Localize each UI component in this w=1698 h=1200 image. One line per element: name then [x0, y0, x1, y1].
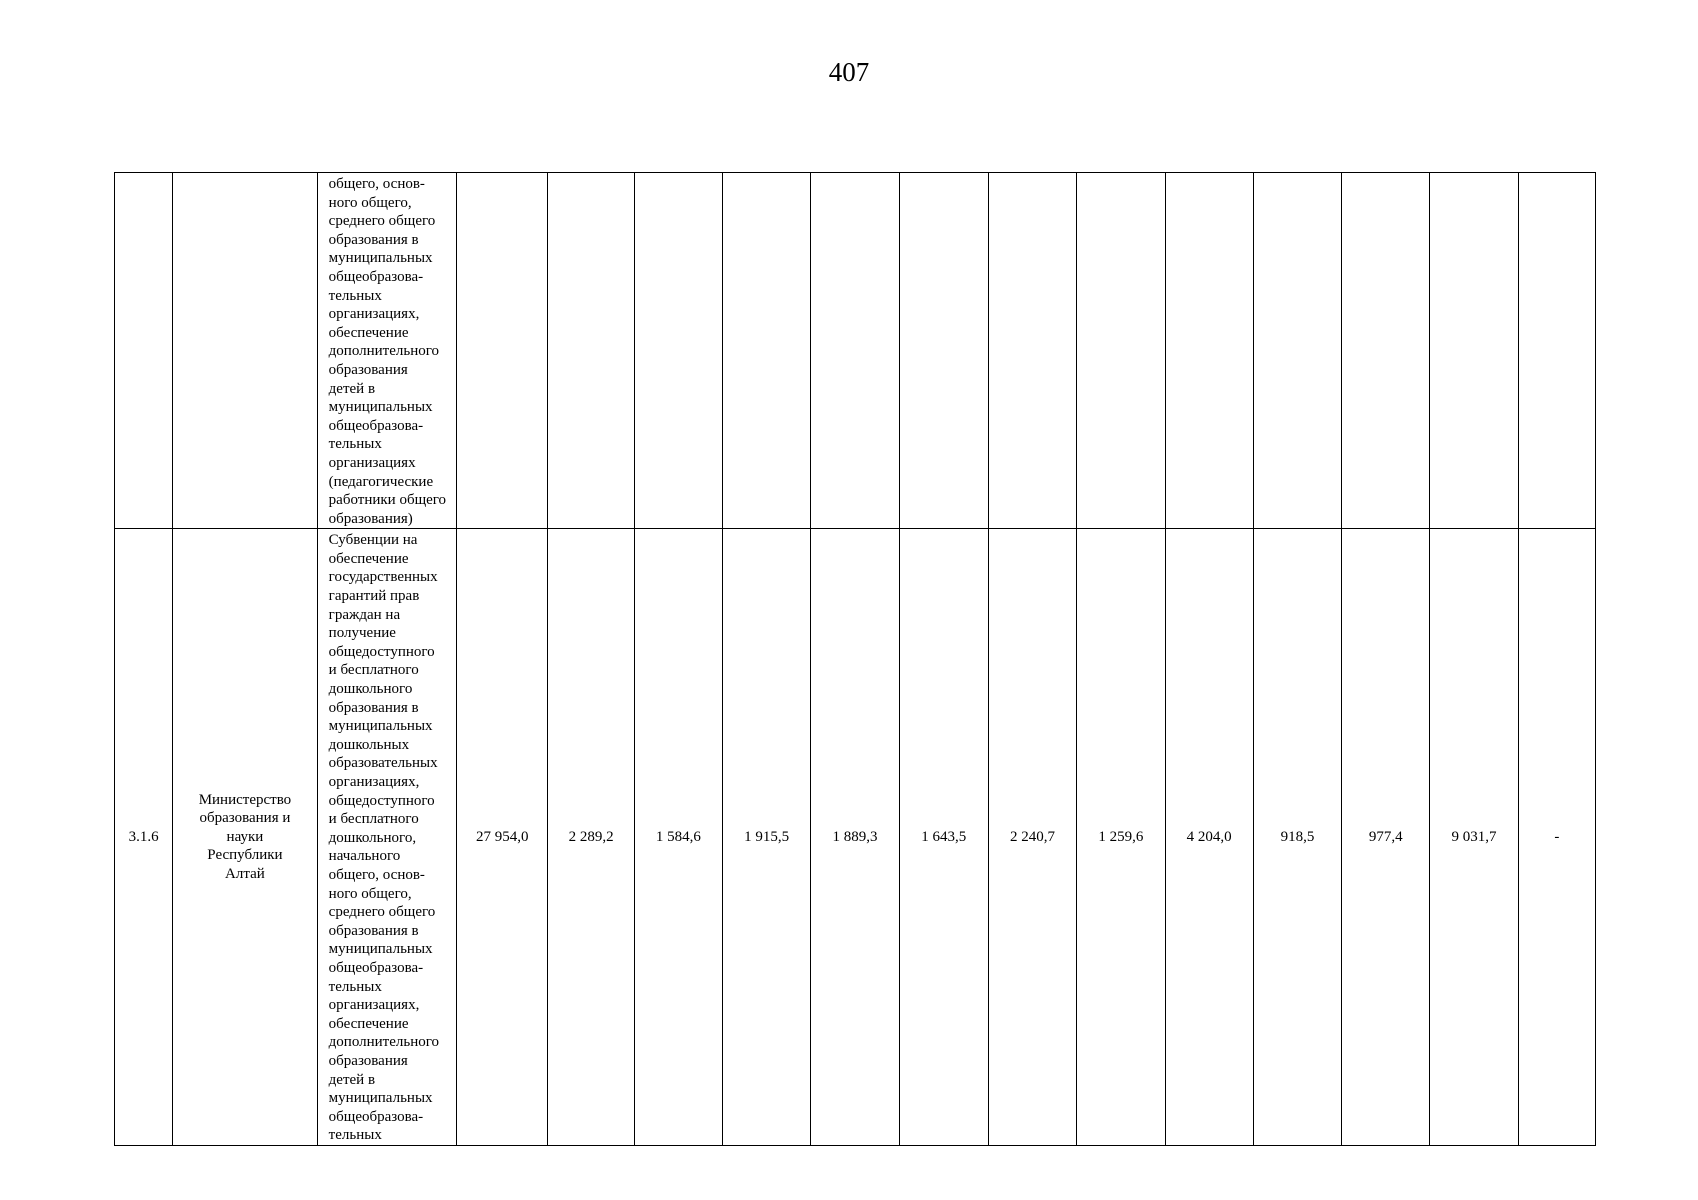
description-line: дополнительного [328, 343, 440, 360]
description-line: дополнительного [328, 1034, 440, 1051]
agency-line: Республики [207, 847, 283, 864]
description-line: получение [328, 625, 396, 642]
description-line: начального [328, 848, 401, 865]
description-line: общего, основ- [328, 866, 425, 883]
description-line: обеспечение [328, 1015, 409, 1032]
value-cell: - [1518, 529, 1595, 1146]
value-cell [899, 173, 988, 529]
value-cell [988, 173, 1076, 529]
description-line: дошкольного, [328, 829, 417, 846]
description-line: (педагогические [328, 473, 434, 490]
description-line: образовательных [328, 755, 438, 772]
description-line: общеобразова- [328, 959, 424, 976]
value-cell: 2 240,7 [988, 529, 1076, 1146]
description-line: ного общего, [328, 885, 412, 902]
description-line: обеспечение [328, 550, 409, 567]
value-cell [1342, 173, 1430, 529]
description-line: муниципальных [328, 250, 433, 267]
description-line: обеспечение [328, 324, 409, 341]
description-line: муниципальных [328, 1090, 433, 1107]
value-cell [634, 173, 722, 529]
value-cell: 27 954,0 [457, 529, 548, 1146]
agency-line: Министерство [198, 791, 292, 808]
description-line: организациях, [328, 306, 420, 323]
table-row [115, 529, 1596, 1146]
description-cell [317, 529, 456, 1146]
description-line: тельных [328, 1127, 382, 1144]
description-line: дошкольного [328, 681, 413, 698]
value-cell: 1 889,3 [811, 529, 899, 1146]
description-line: тельных [328, 978, 382, 995]
value-cell [548, 173, 634, 529]
value-cell [1253, 173, 1341, 529]
description-line: тельных [328, 436, 382, 453]
value-cell [457, 173, 548, 529]
description-line: образования в [328, 922, 419, 939]
description-line: общеобразова- [328, 268, 424, 285]
description-line: детей в [328, 1071, 376, 1088]
value-cell: 4 204,0 [1165, 529, 1253, 1146]
value-cell: 2 289,2 [548, 529, 634, 1146]
value-cell [1165, 173, 1253, 529]
description-line: муниципальных [328, 718, 433, 735]
description-line: дошкольных [328, 736, 410, 753]
description-line: организациях, [328, 774, 420, 790]
value-cell: 977,4 [1342, 529, 1430, 1146]
description-line: общеобразова- [328, 1108, 424, 1125]
page-number: 407 [828, 57, 870, 87]
code-cell: 3.1.6 [115, 529, 173, 1146]
budget-table [114, 172, 1596, 1146]
description-line: образования [328, 361, 408, 378]
value-cell [811, 173, 899, 529]
agency-line: науки [226, 828, 264, 845]
value-cell: 1 915,5 [723, 529, 811, 1146]
value-cell [1518, 173, 1595, 529]
value-cell: 1 259,6 [1077, 529, 1165, 1146]
description-line: образования в [328, 231, 419, 248]
description-line: муниципальных [328, 941, 433, 958]
description-line: и бесплатного [328, 811, 419, 828]
agency-cell [173, 529, 317, 1146]
description-line: организациях [328, 454, 416, 471]
description-line: общеобразова- [328, 417, 424, 434]
description-cell [317, 173, 456, 529]
description-line: образования в [328, 699, 419, 716]
description-line: детей в [328, 380, 376, 397]
description-line: образования) [328, 510, 413, 527]
value-cell: 918,5 [1253, 529, 1341, 1146]
description-line: общедоступного [328, 792, 435, 809]
description-line: гарантий прав [328, 588, 420, 605]
agency-cell [173, 173, 317, 529]
description-line: среднего общего [328, 904, 436, 921]
agency-line: Алтай [225, 865, 265, 882]
description-line: работники общего [328, 492, 447, 509]
description-line: ного общего, [328, 194, 412, 211]
description-line: государственных [328, 569, 438, 586]
description-line: тельных [328, 287, 382, 304]
value-cell: 1 643,5 [899, 529, 988, 1146]
value-cell [1430, 173, 1518, 529]
description-line: общего, основ- [328, 176, 425, 192]
description-line: и бесплатного [328, 662, 419, 679]
description-line: граждан на [328, 606, 401, 623]
value-cell: 9 031,7 [1430, 529, 1518, 1146]
description-line: Субвенции на [328, 532, 418, 549]
agency-line: образования и [199, 810, 291, 827]
description-line: организациях, [328, 997, 420, 1014]
code-cell [115, 173, 173, 529]
table-row [115, 173, 1596, 529]
description-line: образования [328, 1052, 408, 1069]
value-cell: 1 584,6 [634, 529, 722, 1146]
description-line: общедоступного [328, 643, 435, 660]
description-line: муниципальных [328, 399, 433, 416]
value-cell [723, 173, 811, 529]
description-line: среднего общего [328, 213, 436, 230]
value-cell [1077, 173, 1165, 529]
